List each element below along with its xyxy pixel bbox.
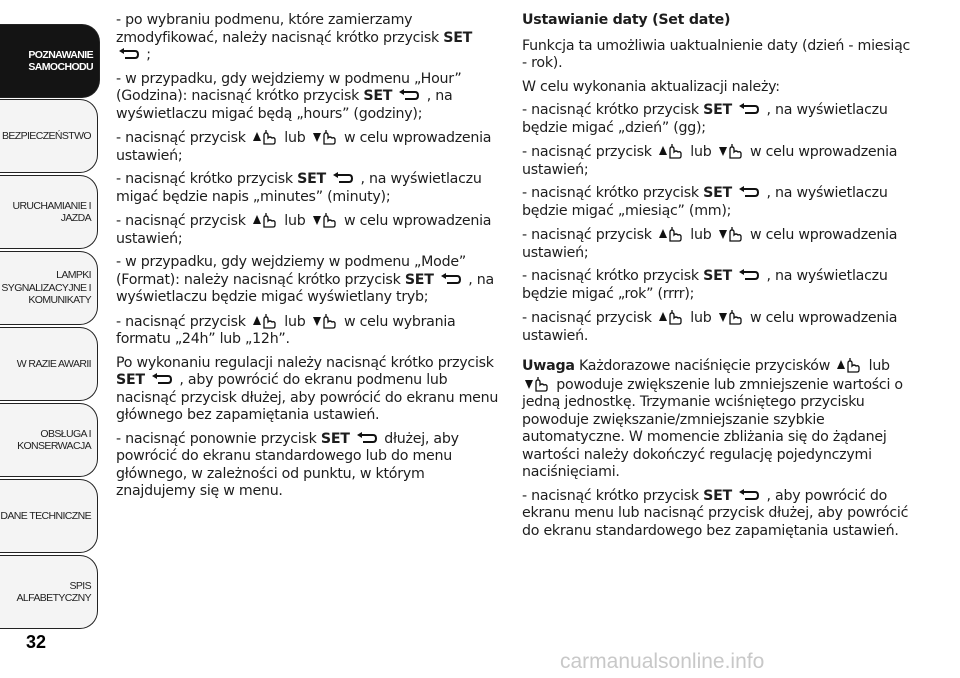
paragraph xyxy=(522,488,918,541)
text-run: , na wyświetlaczu będzie migać „dzień” (gg); xyxy=(522,102,888,136)
set-return-arrow-icon xyxy=(738,269,760,283)
text-run: - nacisnąć krótko przycisk xyxy=(522,487,704,504)
down-arrow-hand-icon xyxy=(718,309,744,325)
paragraph xyxy=(116,254,500,307)
down-arrow-hand-icon xyxy=(312,212,338,228)
down-arrow-hand-icon xyxy=(718,226,744,242)
text-run: SET xyxy=(703,102,732,118)
paragraph xyxy=(116,212,500,248)
text-run: w celu wprowadzenia ustawień; xyxy=(116,213,492,247)
set-return-arrow-icon xyxy=(738,186,760,200)
tab-dane-techniczne[interactable] xyxy=(0,479,98,553)
text-run: , na wyświetlaczu migać będzie napis „minutes” (minuty); xyxy=(116,171,482,205)
text-run: SET xyxy=(703,185,732,201)
set-return-arrow-icon xyxy=(440,273,462,287)
down-arrow-hand-icon xyxy=(312,313,338,329)
text-run: - nacisnąć krótko przycisk xyxy=(522,102,704,118)
paragraph xyxy=(522,226,918,262)
text-run: lub xyxy=(284,130,306,146)
text-run: - nacisnąć przycisk xyxy=(522,144,656,160)
down-arrow-hand-icon xyxy=(524,376,550,392)
text-run: - nacisnąć przycisk xyxy=(116,213,250,229)
set-return-arrow-icon xyxy=(151,373,173,387)
chapter-sidebar xyxy=(0,0,104,678)
text-run: - po wybraniu podmenu, które zamierzamy zmodyfikować, należy nacisnąć krótko przycisk xyxy=(116,12,444,46)
text-run: w celu wprowadzenia ustawień. xyxy=(522,310,898,344)
text-run: , aby powrócić do ekranu podmenu lub nacisnąć przycisk dłużej, aby powrócić do ekranu menu głównego bez zapamiętania ustawień. xyxy=(116,372,499,423)
text-run: SET xyxy=(320,430,350,447)
note-paragraph xyxy=(522,357,918,482)
text-run: SET xyxy=(116,372,145,388)
text-run: ; xyxy=(146,47,151,63)
up-arrow-hand-icon xyxy=(252,212,278,228)
paragraph xyxy=(116,431,500,501)
section-heading: Ustawianie daty (Set date) xyxy=(522,12,731,28)
paragraph xyxy=(116,171,500,206)
text-run: - nacisnąć przycisk xyxy=(116,313,250,330)
text-run: SET xyxy=(363,88,393,104)
tab-label: URUCHAMIANIE I JAZDA xyxy=(12,199,91,224)
set-return-arrow-icon xyxy=(738,489,760,503)
down-arrow-hand-icon xyxy=(312,129,338,145)
text-run: lub xyxy=(690,227,712,243)
paragraph xyxy=(522,102,918,137)
left-column xyxy=(116,12,500,507)
note-label: Uwaga xyxy=(522,358,575,374)
paragraph xyxy=(116,355,500,425)
paragraph xyxy=(522,143,918,179)
set-return-arrow-icon xyxy=(356,432,378,446)
text-run: powoduje zwiększenie lub zmniejszenie wartości o jedną jednostkę. Trzymanie wciśniętego przycisku powoduje zwiększanie/zmniejszanie szybkie automatyczne. W momencie zbliżania się do żądanej wartości należy dokończyć regulację pojedynczymi naciśnięciami. xyxy=(522,376,903,480)
tab-label: OBSŁUGA I KONSERWACJA xyxy=(17,427,91,452)
paragraph xyxy=(116,12,500,65)
tab-uruchamianie-i-jazda[interactable] xyxy=(0,175,98,249)
tab-label: LAMPKI SYGNALIZACYJNE I KOMUNIKATY xyxy=(1,269,91,307)
text-run: SET xyxy=(443,29,473,46)
right-column xyxy=(522,12,918,546)
text-run: - nacisnąć ponownie przycisk xyxy=(116,430,321,447)
set-return-arrow-icon xyxy=(118,48,140,62)
text-run: - nacisnąć przycisk xyxy=(522,227,656,243)
paragraph xyxy=(522,268,918,303)
tab-label: W RAZIE AWARII xyxy=(16,357,91,370)
text-run: , na wyświetlaczu będzie migać „rok” (rrrr); xyxy=(522,268,888,302)
tab-w-razie-awarii[interactable] xyxy=(0,327,98,401)
text-run: lub xyxy=(690,144,712,160)
text-run: w celu wybrania formatu „24h” lub „12h”. xyxy=(116,313,456,347)
up-arrow-hand-icon xyxy=(658,226,684,242)
text-run: lub xyxy=(284,213,306,229)
tab-poznawanie-samochodu[interactable] xyxy=(0,24,100,98)
text-run: SET xyxy=(703,268,732,284)
paragraph xyxy=(522,185,918,220)
text-run: w celu wprowadzenia ustawień; xyxy=(522,144,898,178)
text-run: - w przypadku, gdy wejdziemy w podmenu „Hour” (Godzina): nacisnąć krótko przycisk xyxy=(116,70,462,104)
text-run: Po wykonaniu regulacji należy nacisnąć krótko przycisk xyxy=(116,354,494,371)
text-run: , na wyświetlaczu będzie migać wyświetlany tryb; xyxy=(116,271,494,305)
set-return-arrow-icon xyxy=(332,172,354,186)
text-run: , na wyświetlaczu migać będą „hours” (godziny); xyxy=(116,88,453,122)
up-arrow-hand-icon xyxy=(836,357,862,373)
tab-label: POZNAWANIE SAMOCHODU xyxy=(28,48,93,73)
up-arrow-hand-icon xyxy=(658,309,684,325)
text-run: lub xyxy=(284,313,306,330)
text-run: Każdorazowe naciśnięcie przycisków xyxy=(574,358,835,374)
text-run: , aby powrócić do ekranu menu lub nacisnąć przycisk dłużej, aby powrócić do ekranu standardowego bez zapamiętania ustawień. xyxy=(522,487,909,539)
paragraph: Funkcja ta umożliwia uaktualnienie daty (dzień - miesiąc - rok). xyxy=(522,37,911,71)
up-arrow-hand-icon xyxy=(252,129,278,145)
text-run: SET xyxy=(404,271,434,288)
tab-label: DANE TECHNICZNE xyxy=(0,509,91,522)
text-run: w celu wprowadzenia ustawień; xyxy=(116,130,492,164)
tab-label: SPIS ALFABETYCZNY xyxy=(16,579,91,604)
page-number: 32 xyxy=(26,632,47,652)
tab-obsluga-i-konserwacja[interactable] xyxy=(0,403,98,477)
tab-bezpieczenstwo[interactable] xyxy=(0,99,98,173)
text-run: lub xyxy=(690,310,712,326)
up-arrow-hand-icon xyxy=(252,313,278,329)
text-run: - nacisnąć krótko przycisk xyxy=(522,268,704,284)
text-run: - nacisnąć przycisk xyxy=(116,130,250,146)
text-run: - nacisnąć krótko przycisk xyxy=(522,185,704,201)
set-return-arrow-icon xyxy=(738,103,760,117)
text-run: dłużej, aby powrócić do ekranu standardowego lub do menu głównego, w zależności od punktu, w którym znajdujemy się w menu. xyxy=(116,430,459,499)
set-return-arrow-icon xyxy=(398,89,420,103)
paragraph: W celu wykonania aktualizacji należy: xyxy=(522,78,780,95)
up-arrow-hand-icon xyxy=(658,143,684,159)
watermark: carmanualsonline.info xyxy=(560,650,765,673)
tab-label: BEZPIECZEŃSTWO xyxy=(1,129,91,142)
text-run: - nacisnąć przycisk xyxy=(522,310,656,326)
text-run: w celu wprowadzenia ustawień; xyxy=(522,227,898,261)
text-run: , na wyświetlaczu będzie migać „miesiąc” (mm); xyxy=(522,185,888,219)
text-run: SET xyxy=(703,487,732,504)
tab-spis-alfabetyczny[interactable] xyxy=(0,555,98,629)
paragraph xyxy=(116,129,500,165)
text-run: - w przypadku, gdy wejdziemy w podmenu „Mode” (Format): należy nacisnąć krótko przycisk xyxy=(116,254,466,288)
down-arrow-hand-icon xyxy=(718,143,744,159)
text-run: - nacisnąć krótko przycisk xyxy=(116,171,298,187)
paragraph xyxy=(116,71,500,124)
paragraph xyxy=(116,313,500,349)
tab-lampki-sygnalizacyjne[interactable] xyxy=(0,251,98,325)
text-run: SET xyxy=(297,171,326,187)
paragraph xyxy=(522,309,918,345)
text-run: lub xyxy=(868,358,890,374)
